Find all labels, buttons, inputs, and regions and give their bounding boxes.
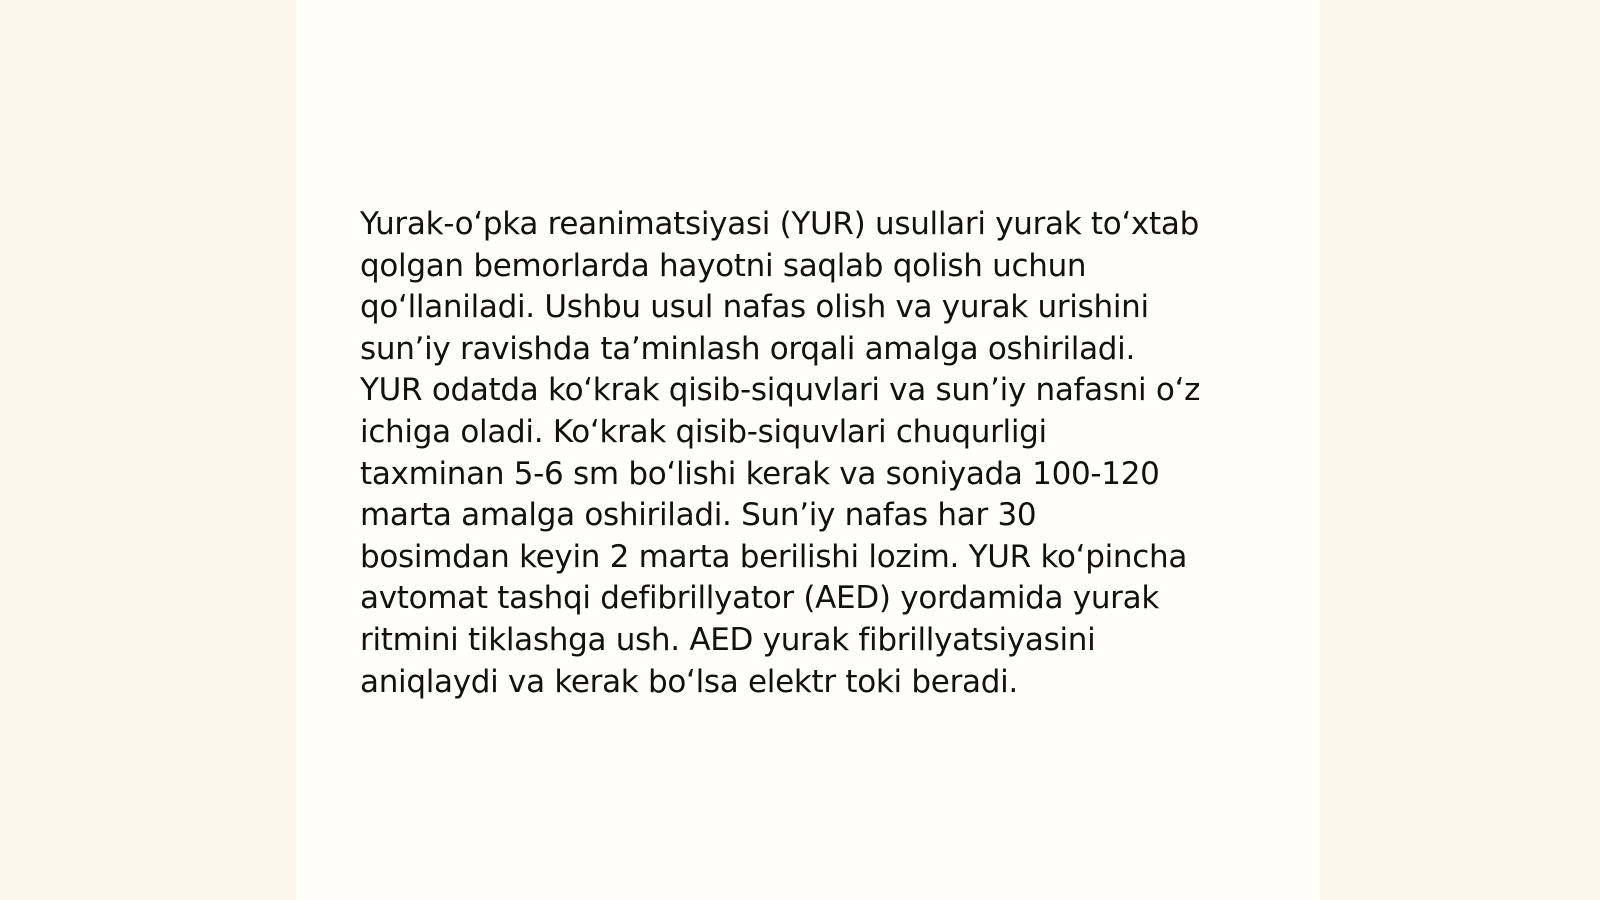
body-paragraph — [360, 204, 1240, 703]
paragraph-line: ritmini tiklashga ush. AED yurak fibrillyatsiyasini — [360, 621, 1096, 658]
paragraph-line: qolgan bemorlarda hayotni saqlab qolish uchun — [360, 247, 1087, 284]
paragraph-line: ichiga oladi. Ko‘krak qisib-siquvlari chuqurligi — [360, 413, 1047, 450]
paragraph-line: qo‘llaniladi. Ushbu usul nafas olish va yurak urishini — [360, 289, 1149, 326]
paragraph-line: Yurak-o‘pka reanimatsiyasi (YUR) usullari yurak to‘xtab — [360, 206, 1199, 242]
paragraph-line: bosimdan keyin 2 marta berilishi lozim. YUR ko‘pincha — [360, 538, 1188, 575]
paragraph-line: sun’iy ravishda ta’minlash orqali amalga oshiriladi. — [360, 330, 1136, 367]
document-page — [296, 0, 1320, 900]
paragraph-line: YUR odatda ko‘krak qisib-siquvlari va sun’iy nafasni o‘z — [360, 372, 1201, 409]
paragraph-line: marta amalga oshiriladi. Sun’iy nafas har 30 — [360, 497, 1037, 534]
paragraph-line: aniqlaydi va kerak bo‘lsa elektr toki beradi. — [360, 663, 1018, 700]
paragraph-line: avtomat tashqi defibrillyator (AED) yordamida yurak — [360, 580, 1159, 617]
paragraph-line: taxminan 5-6 sm bo‘lishi kerak va soniyada 100-120 — [360, 455, 1160, 492]
